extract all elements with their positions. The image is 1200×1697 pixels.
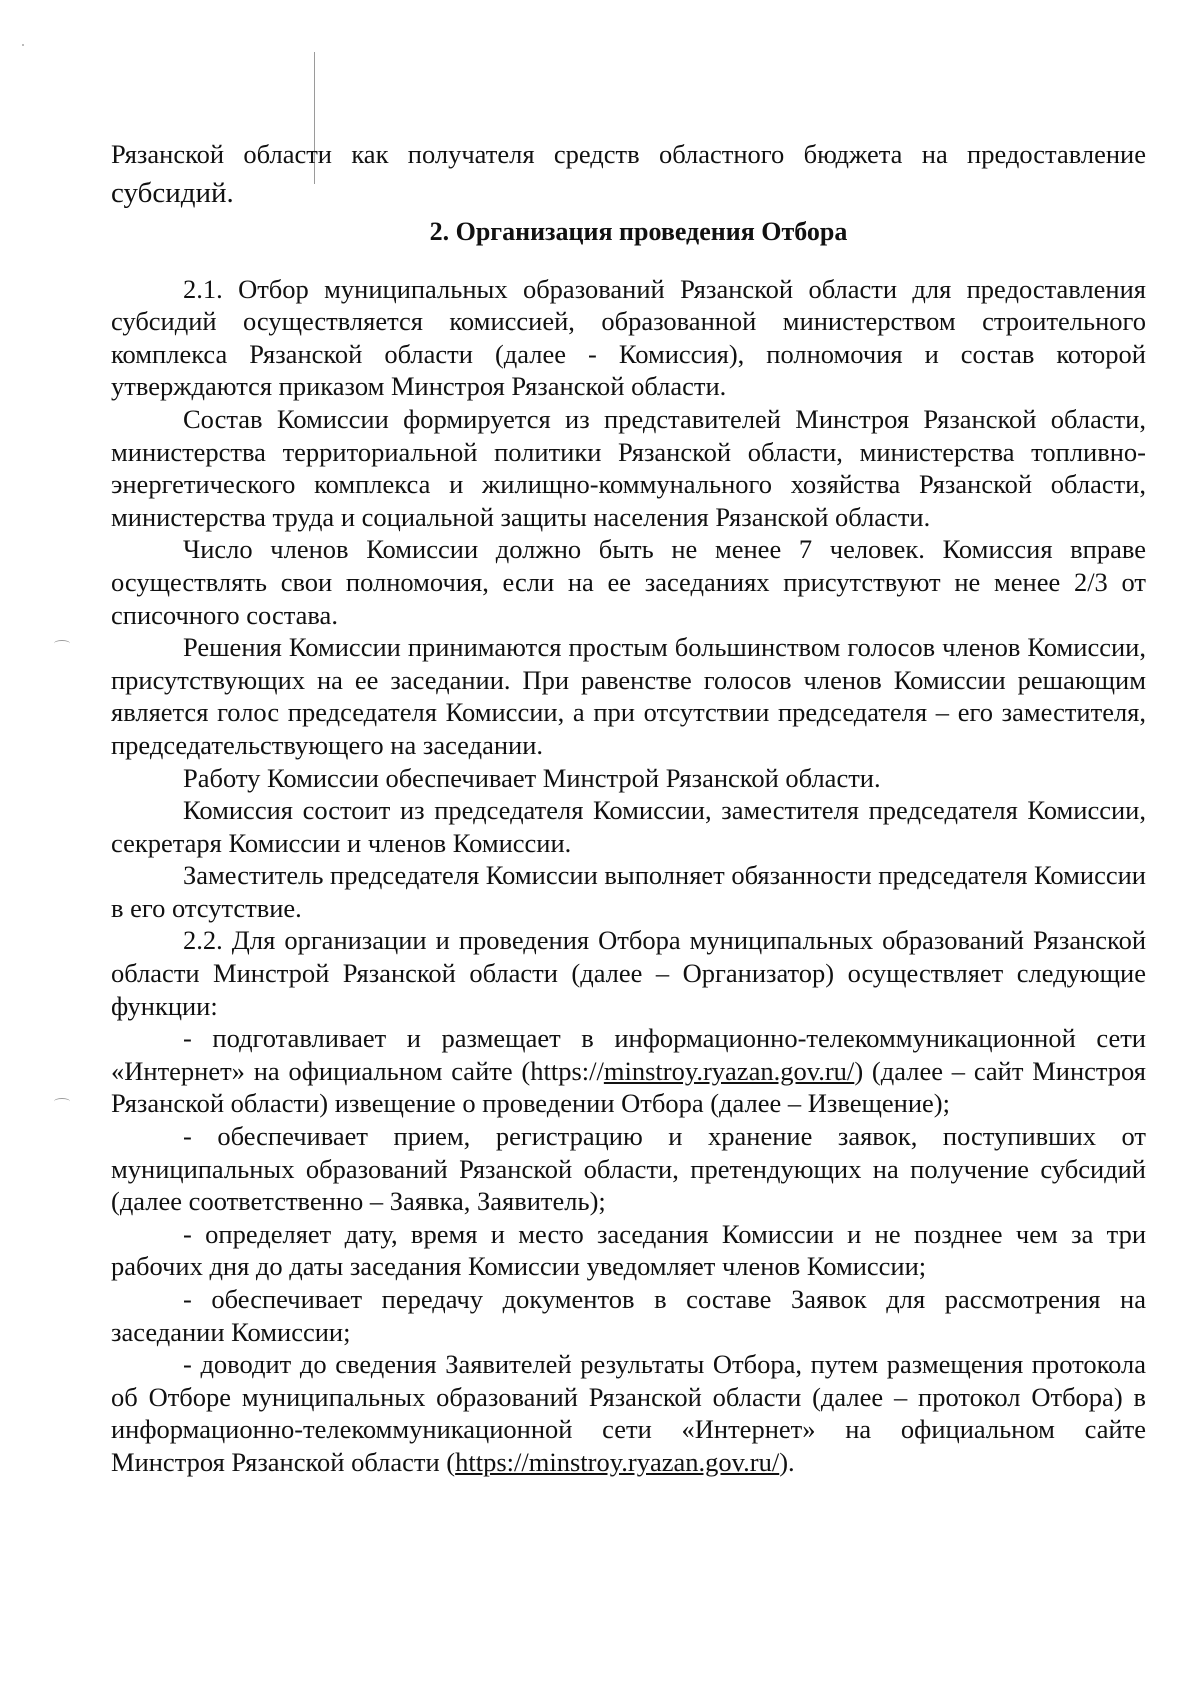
- margin-mark: [54, 640, 70, 647]
- list-item-text: ).: [779, 1446, 795, 1477]
- document-body: [111, 138, 1146, 1479]
- paragraph-commission-composition: Состав Комиссии формируется из представителей Минстроя Рязанской области, министерства территориальной политики Рязанской области, министерства топливно-энергетического комплекса и жилищно-коммунального хозяйства Рязанской области, министерства труда и социальной защиты населения Рязанской области.: [111, 403, 1146, 532]
- list-item-internet-notice: [111, 1022, 1146, 1120]
- paragraph-commission-work: Работу Комиссии обеспечивает Минстрой Рязанской области.: [183, 762, 881, 793]
- scan-artifact-dot: [22, 44, 24, 46]
- list-item-meeting-date: - определяет дату, время и место заседания Комиссии и не позднее чем за три рабочих дня до даты заседания Комиссии уведомляет членов Комиссии;: [111, 1218, 1146, 1282]
- margin-mark: [54, 1098, 70, 1105]
- list-item-documents-transfer: - обеспечивает передачу документов в составе Заявок для рассмотрения на заседании Комиссии;: [111, 1284, 1146, 1347]
- minstroy-link[interactable]: minstroy.ryazan.gov.ru/: [603, 1055, 855, 1086]
- paragraph-2-2: 2.2. Для организации и проведения Отбора муниципальных образований Рязанской области Минстрой Рязанской области (далее – Организатор) осуществляет следующие функции:: [111, 925, 1146, 1021]
- list-item-text: - доводит до сведения Заявителей результаты Отбора, путем размещения протокола об Отборе муниципальных образований Рязанской области (далее – протокол Отбора) в информационно-телекоммуникационной сети «Интернет» на официальном сайте Минстроя Рязанской области (: [111, 1349, 1146, 1477]
- minstroy-link[interactable]: https://minstroy.ryazan.gov.ru/: [455, 1446, 780, 1477]
- list-item-text: - подготавливает и размещает в информационно-телекоммуникационной сети «Интернет» на официальном сайте (https://: [111, 1023, 1146, 1086]
- continuation-line-1: Рязанской области как получателя средств областного бюджета на предоставление: [111, 139, 1146, 169]
- paragraph-commission-members: Число членов Комиссии должно быть не менее 7 человек. Комиссия вправе осуществлять свои полномочия, если на ее заседаниях присутствуют не менее 2/3 от списочного состава.: [111, 534, 1146, 630]
- continuation-line-2: субсидий.: [111, 176, 234, 209]
- paragraph-deputy-chair: Заместитель председателя Комиссии выполняет обязанности председателя Комиссии в его отсутствие.: [111, 860, 1146, 923]
- list-item-text: ) (далее – сайт Минстроя Рязанской области) извещение о проведении Отбора (далее – Извещение);: [111, 1055, 1146, 1119]
- paragraph-commission-decisions: Решения Комиссии принимаются простым большинством голосов членов Комиссии, присутствующих на ее заседании. При равенстве голосов членов Комиссии решающим является голос председателя Комиссии, а при отсутствии председателя – его заместителя, председательствующего на заседании.: [111, 632, 1146, 760]
- paragraph-commission-structure: Комиссия состоит из председателя Комиссии, заместителя председателя Комиссии, секретаря Комиссии и членов Комиссии.: [111, 795, 1146, 858]
- paragraph-2-1: 2.1. Отбор муниципальных образований Рязанской области для предоставления субсидий осуществляется комиссией, образованной министерством строительного комплекса Рязанской области (далее - Комиссия), полномочия и состав которой утверждаются приказом Минстроя Рязанской области.: [111, 273, 1146, 402]
- list-item-results: [111, 1348, 1146, 1478]
- section-heading: 2. Организация проведения Отбора: [429, 216, 848, 246]
- list-item-applications: - обеспечивает прием, регистрацию и хранение заявок, поступивших от муниципальных образований Рязанской области, претендующих на получение субсидий (далее соответственно – Заявка, Заявитель);: [111, 1121, 1146, 1217]
